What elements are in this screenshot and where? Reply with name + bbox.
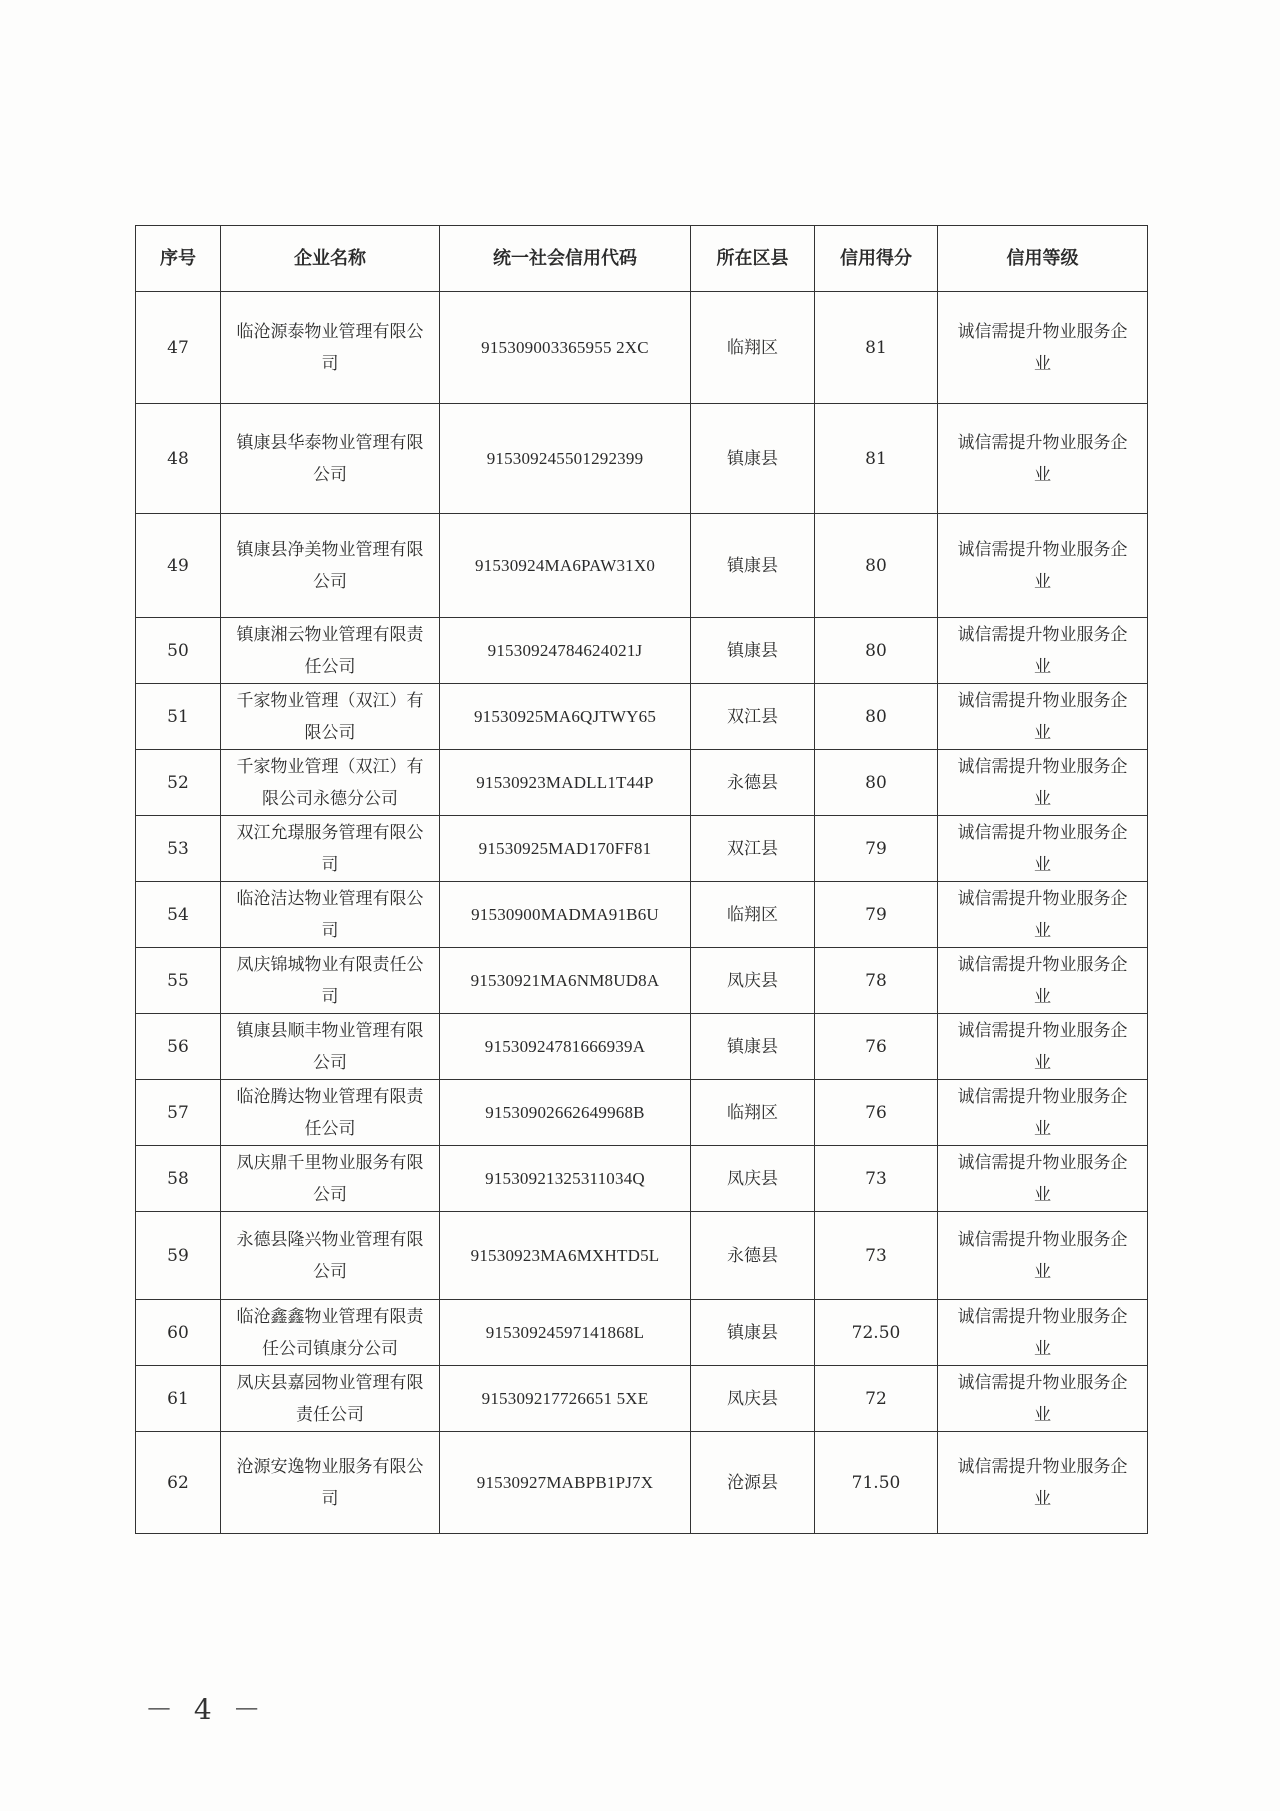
- table-header-row: [136, 226, 1148, 292]
- cell-county: 凤庆县: [691, 948, 815, 1014]
- cell-credit-code: 915309217726651 5XE: [440, 1366, 691, 1432]
- cell-company-name: 临沧洁达物业管理有限公司: [221, 882, 440, 948]
- cell-county: 沧源县: [691, 1432, 815, 1534]
- cell-credit-score: 80: [815, 750, 938, 816]
- cell-credit-code: 91530924784624021J: [440, 618, 691, 684]
- cell-credit-code: 91530927MABPB1PJ7X: [440, 1432, 691, 1534]
- cell-credit-score: 81: [815, 404, 938, 514]
- cell-county: 双江县: [691, 684, 815, 750]
- cell-company-name: 千家物业管理（双江）有限公司永德分公司: [221, 750, 440, 816]
- cell-company-name: 临沧腾达物业管理有限责任公司: [221, 1080, 440, 1146]
- cell-county: 临翔区: [691, 292, 815, 404]
- cell-company-name: 临沧源泰物业管理有限公司: [221, 292, 440, 404]
- table-row: [136, 882, 1148, 948]
- cell-credit-score: 72: [815, 1366, 938, 1432]
- table-row: [136, 1432, 1148, 1534]
- cell-company-name: 临沧鑫鑫物业管理有限责任公司镇康分公司: [221, 1300, 440, 1366]
- cell-serial-number: 53: [136, 816, 221, 882]
- cell-county: 永德县: [691, 1212, 815, 1300]
- cell-credit-code: 91530925MAD170FF81: [440, 816, 691, 882]
- cell-serial-number: 49: [136, 514, 221, 618]
- credit-rating-table: [135, 225, 1148, 1534]
- cell-credit-grade: 诚信需提升物业服务企业: [938, 816, 1148, 882]
- table-row: [136, 684, 1148, 750]
- cell-credit-score: 73: [815, 1146, 938, 1212]
- cell-credit-grade: 诚信需提升物业服务企业: [938, 750, 1148, 816]
- cell-credit-score: 80: [815, 514, 938, 618]
- table-row: [136, 1146, 1148, 1212]
- cell-serial-number: 54: [136, 882, 221, 948]
- table-row: [136, 618, 1148, 684]
- table-row: [136, 1212, 1148, 1300]
- cell-credit-code: 91530923MADLL1T44P: [440, 750, 691, 816]
- cell-credit-code: 91530924597141868L: [440, 1300, 691, 1366]
- cell-county: 镇康县: [691, 514, 815, 618]
- cell-credit-grade: 诚信需提升物业服务企业: [938, 1014, 1148, 1080]
- header-credit-score: 信用得分: [815, 226, 938, 292]
- cell-credit-grade: 诚信需提升物业服务企业: [938, 1146, 1148, 1212]
- cell-serial-number: 57: [136, 1080, 221, 1146]
- table-row: [136, 1366, 1148, 1432]
- page-number: － 4 －: [145, 1693, 267, 1726]
- cell-credit-code: 91530924781666939A: [440, 1014, 691, 1080]
- cell-credit-code: 915309003365955 2XC: [440, 292, 691, 404]
- cell-company-name: 凤庆锦城物业有限责任公司: [221, 948, 440, 1014]
- cell-credit-grade: 诚信需提升物业服务企业: [938, 882, 1148, 948]
- cell-county: 凤庆县: [691, 1366, 815, 1432]
- cell-serial-number: 52: [136, 750, 221, 816]
- cell-credit-grade: 诚信需提升物业服务企业: [938, 292, 1148, 404]
- cell-company-name: 永德县隆兴物业管理有限公司: [221, 1212, 440, 1300]
- cell-credit-grade: 诚信需提升物业服务企业: [938, 514, 1148, 618]
- cell-serial-number: 56: [136, 1014, 221, 1080]
- cell-credit-grade: 诚信需提升物业服务企业: [938, 1080, 1148, 1146]
- cell-company-name: 双江允璟服务管理有限公司: [221, 816, 440, 882]
- cell-credit-score: 71.50: [815, 1432, 938, 1534]
- cell-credit-grade: 诚信需提升物业服务企业: [938, 948, 1148, 1014]
- table-row: [136, 1300, 1148, 1366]
- cell-credit-score: 78: [815, 948, 938, 1014]
- cell-credit-code: 91530923MA6MXHTD5L: [440, 1212, 691, 1300]
- table-row: [136, 1014, 1148, 1080]
- cell-serial-number: 48: [136, 404, 221, 514]
- cell-county: 永德县: [691, 750, 815, 816]
- header-serial-number: 序号: [136, 226, 221, 292]
- cell-county: 临翔区: [691, 1080, 815, 1146]
- cell-credit-code: 91530921325311034Q: [440, 1146, 691, 1212]
- cell-county: 镇康县: [691, 618, 815, 684]
- cell-county: 镇康县: [691, 1014, 815, 1080]
- cell-credit-score: 79: [815, 882, 938, 948]
- cell-credit-grade: 诚信需提升物业服务企业: [938, 1212, 1148, 1300]
- cell-credit-grade: 诚信需提升物业服务企业: [938, 618, 1148, 684]
- cell-county: 镇康县: [691, 404, 815, 514]
- table-row: [136, 1080, 1148, 1146]
- cell-credit-code: 91530925MA6QJTWY65: [440, 684, 691, 750]
- cell-company-name: 凤庆县嘉园物业管理有限责任公司: [221, 1366, 440, 1432]
- cell-credit-score: 80: [815, 618, 938, 684]
- cell-credit-code: 91530900MADMA91B6U: [440, 882, 691, 948]
- cell-serial-number: 60: [136, 1300, 221, 1366]
- cell-credit-score: 73: [815, 1212, 938, 1300]
- cell-credit-score: 80: [815, 684, 938, 750]
- cell-credit-code: 91530924MA6PAW31X0: [440, 514, 691, 618]
- table-row: [136, 292, 1148, 404]
- cell-company-name: 千家物业管理（双江）有限公司: [221, 684, 440, 750]
- header-credit-code: 统一社会信用代码: [440, 226, 691, 292]
- cell-credit-code: 91530902662649968B: [440, 1080, 691, 1146]
- cell-county: 凤庆县: [691, 1146, 815, 1212]
- cell-company-name: 镇康县顺丰物业管理有限公司: [221, 1014, 440, 1080]
- header-company-name: 企业名称: [221, 226, 440, 292]
- cell-credit-code: 915309245501292399: [440, 404, 691, 514]
- cell-serial-number: 47: [136, 292, 221, 404]
- cell-company-name: 镇康县华泰物业管理有限公司: [221, 404, 440, 514]
- cell-serial-number: 59: [136, 1212, 221, 1300]
- table-row: [136, 948, 1148, 1014]
- header-county: 所在区县: [691, 226, 815, 292]
- table-row: [136, 750, 1148, 816]
- cell-serial-number: 51: [136, 684, 221, 750]
- table-row: [136, 816, 1148, 882]
- cell-credit-grade: 诚信需提升物业服务企业: [938, 684, 1148, 750]
- cell-credit-grade: 诚信需提升物业服务企业: [938, 1366, 1148, 1432]
- table-body: [136, 292, 1148, 1534]
- cell-credit-score: 76: [815, 1080, 938, 1146]
- cell-county: 临翔区: [691, 882, 815, 948]
- cell-credit-grade: 诚信需提升物业服务企业: [938, 1432, 1148, 1534]
- cell-serial-number: 55: [136, 948, 221, 1014]
- cell-credit-score: 79: [815, 816, 938, 882]
- cell-serial-number: 50: [136, 618, 221, 684]
- cell-county: 镇康县: [691, 1300, 815, 1366]
- cell-company-name: 凤庆鼎千里物业服务有限公司: [221, 1146, 440, 1212]
- cell-credit-score: 76: [815, 1014, 938, 1080]
- cell-county: 双江县: [691, 816, 815, 882]
- header-credit-grade: 信用等级: [938, 226, 1148, 292]
- cell-serial-number: 61: [136, 1366, 221, 1432]
- cell-credit-score: 72.50: [815, 1300, 938, 1366]
- cell-company-name: 镇康县净美物业管理有限公司: [221, 514, 440, 618]
- cell-serial-number: 62: [136, 1432, 221, 1534]
- cell-credit-code: 91530921MA6NM8UD8A: [440, 948, 691, 1014]
- cell-company-name: 镇康湘云物业管理有限责任公司: [221, 618, 440, 684]
- cell-credit-score: 81: [815, 292, 938, 404]
- cell-serial-number: 58: [136, 1146, 221, 1212]
- cell-credit-grade: 诚信需提升物业服务企业: [938, 404, 1148, 514]
- table-row: [136, 404, 1148, 514]
- cell-credit-grade: 诚信需提升物业服务企业: [938, 1300, 1148, 1366]
- cell-company-name: 沧源安逸物业服务有限公司: [221, 1432, 440, 1534]
- table-row: [136, 514, 1148, 618]
